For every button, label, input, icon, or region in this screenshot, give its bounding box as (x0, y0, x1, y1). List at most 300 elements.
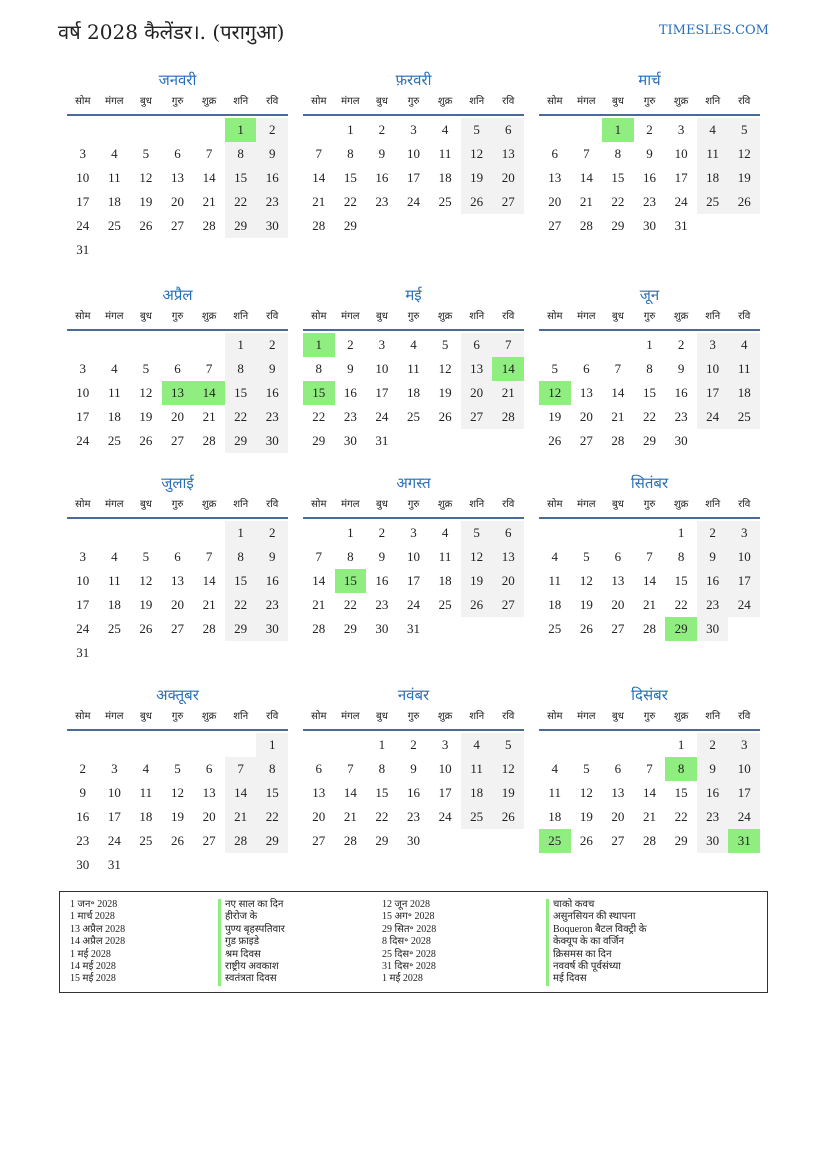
day-cell[interactable]: 22 (225, 190, 257, 214)
day-cell[interactable]: 27 (492, 190, 524, 214)
day-cell[interactable]: 30 (343, 433, 357, 448)
day-cell[interactable]: 7 (205, 361, 213, 376)
day-cell[interactable]: 8 (614, 146, 622, 161)
day-cell[interactable]: 15 (256, 781, 288, 805)
day-cell[interactable]: 22 (225, 405, 257, 429)
day-cell[interactable]: 5 (583, 549, 590, 564)
day-cell[interactable]: 11 (697, 142, 729, 166)
day-cell[interactable]: 6 (174, 361, 181, 376)
day-cell[interactable]: 8 (378, 761, 386, 776)
day-cell[interactable]: 27 (611, 833, 625, 848)
day-cell[interactable]: 20 (170, 597, 184, 612)
day-cell[interactable]: 9 (378, 549, 386, 564)
day-cell[interactable]: 28 (202, 218, 216, 233)
day-cell[interactable]: 30 (406, 833, 420, 848)
holiday-day-cell[interactable]: 25 (539, 829, 571, 853)
day-cell[interactable]: 15 (674, 785, 688, 800)
day-cell[interactable]: 13 (170, 170, 184, 185)
day-cell[interactable]: 14 (312, 170, 326, 185)
day-cell[interactable]: 12 (492, 757, 524, 781)
day-cell[interactable]: 31 (76, 645, 90, 660)
day-cell[interactable]: 26 (438, 409, 452, 424)
day-cell[interactable]: 17 (406, 170, 420, 185)
day-cell[interactable]: 23 (642, 194, 656, 209)
day-cell[interactable]: 18 (107, 597, 121, 612)
day-cell[interactable]: 9 (697, 757, 729, 781)
day-cell[interactable]: 21 (642, 809, 656, 824)
day-cell[interactable]: 18 (461, 781, 493, 805)
day-cell[interactable]: 12 (139, 385, 153, 400)
day-cell[interactable]: 3 (79, 549, 87, 564)
day-cell[interactable]: 17 (697, 381, 729, 405)
day-cell[interactable]: 31 (674, 218, 688, 233)
day-cell[interactable]: 12 (170, 785, 184, 800)
day-cell[interactable]: 2 (256, 333, 288, 357)
day-cell[interactable]: 27 (461, 405, 493, 429)
day-cell[interactable]: 2 (378, 525, 386, 540)
day-cell[interactable]: 6 (174, 549, 181, 564)
day-cell[interactable]: 9 (410, 761, 417, 776)
day-cell[interactable]: 4 (410, 337, 417, 352)
day-cell[interactable]: 20 (461, 381, 493, 405)
day-cell[interactable]: 2 (677, 337, 685, 352)
day-cell[interactable]: 16 (642, 170, 656, 185)
day-cell[interactable]: 4 (697, 118, 729, 142)
day-cell[interactable]: 9 (697, 545, 729, 569)
day-cell[interactable]: 13 (611, 785, 625, 800)
day-cell[interactable]: 28 (202, 433, 216, 448)
day-cell[interactable]: 13 (611, 573, 625, 588)
day-cell[interactable]: 25 (438, 597, 452, 612)
day-cell[interactable]: 26 (139, 218, 153, 233)
day-cell[interactable]: 20 (611, 597, 625, 612)
day-cell[interactable]: 27 (202, 833, 216, 848)
day-cell[interactable]: 25 (107, 218, 121, 233)
day-cell[interactable]: 20 (170, 194, 184, 209)
day-cell[interactable]: 19 (438, 385, 452, 400)
holiday-day-cell[interactable]: 8 (665, 757, 697, 781)
day-cell[interactable]: 10 (107, 785, 121, 800)
day-cell[interactable]: 8 (347, 549, 354, 564)
day-cell[interactable]: 8 (256, 757, 288, 781)
day-cell[interactable]: 11 (407, 361, 420, 376)
day-cell[interactable]: 14 (642, 573, 656, 588)
day-cell[interactable]: 12 (461, 142, 493, 166)
day-cell[interactable]: 19 (548, 409, 562, 424)
day-cell[interactable]: 30 (256, 429, 288, 453)
holiday-day-cell[interactable]: 1 (225, 118, 257, 142)
day-cell[interactable]: 5 (728, 118, 760, 142)
day-cell[interactable]: 5 (461, 118, 493, 142)
day-cell[interactable]: 15 (225, 569, 257, 593)
day-cell[interactable]: 28 (312, 218, 326, 233)
day-cell[interactable]: 9 (79, 785, 87, 800)
day-cell[interactable]: 5 (583, 761, 590, 776)
day-cell[interactable]: 22 (312, 409, 326, 424)
day-cell[interactable]: 21 (611, 409, 625, 424)
day-cell[interactable]: 25 (548, 621, 562, 636)
day-cell[interactable]: 3 (441, 737, 449, 752)
day-cell[interactable]: 22 (256, 805, 288, 829)
holiday-day-cell[interactable]: 1 (303, 333, 335, 357)
day-cell[interactable]: 28 (642, 621, 656, 636)
day-cell[interactable]: 19 (170, 809, 184, 824)
day-cell[interactable]: 26 (548, 433, 562, 448)
day-cell[interactable]: 3 (728, 733, 760, 757)
day-cell[interactable]: 21 (202, 409, 216, 424)
day-cell[interactable]: 26 (461, 190, 493, 214)
day-cell[interactable]: 1 (225, 333, 257, 357)
day-cell[interactable]: 2 (347, 337, 354, 352)
day-cell[interactable]: 12 (579, 785, 593, 800)
day-cell[interactable]: 25 (107, 433, 121, 448)
day-cell[interactable]: 17 (438, 785, 452, 800)
day-cell[interactable]: 15 (343, 170, 357, 185)
day-cell[interactable]: 11 (438, 549, 452, 564)
day-cell[interactable]: 7 (492, 333, 524, 357)
day-cell[interactable]: 1 (378, 737, 386, 752)
day-cell[interactable]: 19 (461, 166, 493, 190)
day-cell[interactable]: 3 (79, 361, 87, 376)
day-cell[interactable]: 20 (492, 166, 524, 190)
day-cell[interactable]: 19 (139, 597, 153, 612)
day-cell[interactable]: 7 (205, 146, 213, 161)
day-cell[interactable]: 15 (225, 166, 257, 190)
day-cell[interactable]: 25 (438, 194, 452, 209)
day-cell[interactable]: 17 (107, 809, 121, 824)
day-cell[interactable]: 16 (406, 785, 420, 800)
day-cell[interactable]: 23 (76, 833, 90, 848)
day-cell[interactable]: 28 (202, 621, 216, 636)
day-cell[interactable]: 30 (697, 829, 729, 853)
day-cell[interactable]: 22 (343, 194, 357, 209)
day-cell[interactable]: 9 (256, 357, 288, 381)
day-cell[interactable]: 27 (170, 621, 184, 636)
day-cell[interactable]: 9 (256, 142, 288, 166)
day-cell[interactable]: 18 (139, 809, 153, 824)
day-cell[interactable]: 6 (315, 761, 323, 776)
day-cell[interactable]: 7 (347, 761, 354, 776)
day-cell[interactable]: 8 (225, 142, 257, 166)
day-cell[interactable]: 14 (343, 785, 357, 800)
holiday-day-cell[interactable]: 14 (193, 381, 225, 405)
day-cell[interactable]: 28 (579, 218, 593, 233)
day-cell[interactable]: 18 (107, 409, 121, 424)
day-cell[interactable]: 2 (79, 761, 87, 776)
day-cell[interactable]: 18 (548, 597, 562, 612)
day-cell[interactable]: 4 (111, 146, 118, 161)
day-cell[interactable]: 6 (174, 146, 181, 161)
day-cell[interactable]: 4 (728, 333, 760, 357)
day-cell[interactable]: 12 (438, 361, 452, 376)
day-cell[interactable]: 28 (642, 833, 656, 848)
day-cell[interactable]: 19 (579, 597, 593, 612)
day-cell[interactable]: 10 (728, 757, 760, 781)
day-cell[interactable]: 27 (611, 621, 625, 636)
day-cell[interactable]: 26 (492, 805, 524, 829)
day-cell[interactable]: 24 (728, 805, 760, 829)
day-cell[interactable]: 7 (646, 761, 653, 776)
day-cell[interactable]: 20 (312, 809, 326, 824)
day-cell[interactable]: 29 (256, 829, 288, 853)
day-cell[interactable]: 23 (343, 409, 357, 424)
day-cell[interactable]: 4 (461, 733, 493, 757)
day-cell[interactable]: 21 (343, 809, 357, 824)
day-cell[interactable]: 27 (170, 433, 184, 448)
day-cell[interactable]: 24 (76, 433, 90, 448)
day-cell[interactable]: 4 (441, 525, 449, 540)
day-cell[interactable]: 22 (375, 809, 389, 824)
day-cell[interactable]: 30 (697, 617, 729, 641)
day-cell[interactable]: 15 (225, 381, 257, 405)
day-cell[interactable]: 8 (225, 357, 257, 381)
day-cell[interactable]: 17 (76, 194, 90, 209)
day-cell[interactable]: 26 (170, 833, 184, 848)
day-cell[interactable]: 3 (410, 122, 417, 137)
day-cell[interactable]: 7 (583, 146, 590, 161)
day-cell[interactable]: 15 (611, 170, 625, 185)
day-cell[interactable]: 29 (225, 429, 257, 453)
day-cell[interactable]: 9 (646, 146, 653, 161)
day-cell[interactable]: 22 (343, 597, 357, 612)
day-cell[interactable]: 4 (111, 361, 118, 376)
day-cell[interactable]: 11 (108, 573, 121, 588)
day-cell[interactable]: 13 (579, 385, 593, 400)
day-cell[interactable]: 23 (674, 409, 688, 424)
day-cell[interactable]: 28 (343, 833, 357, 848)
day-cell[interactable]: 21 (642, 597, 656, 612)
day-cell[interactable]: 8 (225, 545, 257, 569)
day-cell[interactable]: 15 (642, 385, 656, 400)
day-cell[interactable]: 18 (728, 381, 760, 405)
day-cell[interactable]: 11 (108, 170, 121, 185)
day-cell[interactable]: 14 (579, 170, 593, 185)
day-cell[interactable]: 26 (139, 621, 153, 636)
day-cell[interactable]: 13 (548, 170, 562, 185)
day-cell[interactable]: 13 (461, 357, 493, 381)
day-cell[interactable]: 24 (697, 405, 729, 429)
day-cell[interactable]: 31 (406, 621, 420, 636)
day-cell[interactable]: 12 (139, 170, 153, 185)
day-cell[interactable]: 6 (583, 361, 590, 376)
day-cell[interactable]: 25 (406, 409, 420, 424)
day-cell[interactable]: 12 (461, 545, 493, 569)
day-cell[interactable]: 18 (697, 166, 729, 190)
day-cell[interactable]: 3 (677, 122, 685, 137)
day-cell[interactable]: 4 (551, 761, 559, 776)
day-cell[interactable]: 10 (76, 385, 90, 400)
holiday-day-cell[interactable]: 31 (728, 829, 760, 853)
day-cell[interactable]: 27 (312, 833, 326, 848)
day-cell[interactable]: 25 (461, 805, 493, 829)
day-cell[interactable]: 13 (202, 785, 216, 800)
day-cell[interactable]: 2 (256, 118, 288, 142)
day-cell[interactable]: 5 (551, 361, 559, 376)
day-cell[interactable]: 18 (438, 573, 452, 588)
holiday-day-cell[interactable]: 15 (335, 569, 367, 593)
day-cell[interactable]: 9 (347, 361, 354, 376)
day-cell[interactable]: 1 (677, 525, 685, 540)
day-cell[interactable]: 10 (76, 573, 90, 588)
day-cell[interactable]: 22 (674, 809, 688, 824)
day-cell[interactable]: 26 (579, 621, 593, 636)
day-cell[interactable]: 17 (728, 569, 760, 593)
day-cell[interactable]: 1 (225, 521, 257, 545)
day-cell[interactable]: 27 (579, 433, 593, 448)
day-cell[interactable]: 31 (375, 433, 389, 448)
day-cell[interactable]: 20 (579, 409, 593, 424)
day-cell[interactable]: 21 (225, 805, 257, 829)
day-cell[interactable]: 7 (205, 549, 213, 564)
brand-link[interactable]: TIMESLES.COM (658, 23, 769, 38)
day-cell[interactable]: 19 (461, 569, 493, 593)
day-cell[interactable]: 20 (611, 809, 625, 824)
day-cell[interactable]: 5 (142, 361, 150, 376)
day-cell[interactable]: 4 (441, 122, 449, 137)
day-cell[interactable]: 30 (256, 617, 288, 641)
day-cell[interactable]: 26 (461, 593, 493, 617)
day-cell[interactable]: 11 (139, 785, 153, 800)
day-cell[interactable]: 2 (256, 521, 288, 545)
day-cell[interactable]: 4 (142, 761, 150, 776)
day-cell[interactable]: 22 (611, 194, 625, 209)
day-cell[interactable]: 17 (674, 170, 688, 185)
day-cell[interactable]: 13 (170, 573, 184, 588)
day-cell[interactable]: 19 (728, 166, 760, 190)
day-cell[interactable]: 26 (728, 190, 760, 214)
day-cell[interactable]: 6 (492, 521, 524, 545)
day-cell[interactable]: 1 (347, 525, 354, 540)
day-cell[interactable]: 23 (697, 593, 729, 617)
day-cell[interactable]: 14 (642, 785, 656, 800)
day-cell[interactable]: 21 (312, 194, 326, 209)
day-cell[interactable]: 10 (438, 761, 452, 776)
day-cell[interactable]: 5 (461, 521, 493, 545)
day-cell[interactable]: 20 (548, 194, 562, 209)
day-cell[interactable]: 18 (406, 385, 420, 400)
day-cell[interactable]: 30 (76, 857, 90, 872)
day-cell[interactable]: 27 (492, 593, 524, 617)
day-cell[interactable]: 18 (107, 194, 121, 209)
day-cell[interactable]: 24 (76, 621, 90, 636)
day-cell[interactable]: 2 (697, 521, 729, 545)
day-cell[interactable]: 16 (697, 569, 729, 593)
day-cell[interactable]: 2 (646, 122, 653, 137)
day-cell[interactable]: 7 (315, 549, 323, 564)
day-cell[interactable]: 13 (492, 545, 524, 569)
day-cell[interactable]: 24 (438, 809, 452, 824)
day-cell[interactable]: 22 (225, 593, 257, 617)
day-cell[interactable]: 16 (343, 385, 357, 400)
day-cell[interactable]: 14 (202, 170, 216, 185)
day-cell[interactable]: 27 (170, 218, 184, 233)
day-cell[interactable]: 25 (728, 405, 760, 429)
day-cell[interactable]: 7 (225, 757, 257, 781)
day-cell[interactable]: 10 (674, 146, 688, 161)
day-cell[interactable]: 25 (697, 190, 729, 214)
day-cell[interactable]: 21 (202, 597, 216, 612)
day-cell[interactable]: 23 (256, 190, 288, 214)
day-cell[interactable]: 3 (378, 337, 386, 352)
day-cell[interactable]: 25 (107, 621, 121, 636)
day-cell[interactable]: 3 (728, 521, 760, 545)
day-cell[interactable]: 21 (579, 194, 593, 209)
day-cell[interactable]: 10 (697, 357, 729, 381)
day-cell[interactable]: 12 (139, 573, 153, 588)
day-cell[interactable]: 31 (76, 242, 90, 257)
day-cell[interactable]: 24 (107, 833, 121, 848)
day-cell[interactable]: 19 (492, 781, 524, 805)
day-cell[interactable]: 30 (642, 218, 656, 233)
day-cell[interactable]: 11 (548, 573, 562, 588)
day-cell[interactable]: 2 (697, 733, 729, 757)
holiday-day-cell[interactable]: 14 (492, 357, 524, 381)
day-cell[interactable]: 16 (76, 809, 90, 824)
day-cell[interactable]: 27 (548, 218, 562, 233)
day-cell[interactable]: 2 (378, 122, 386, 137)
day-cell[interactable]: 17 (76, 409, 90, 424)
day-cell[interactable]: 16 (375, 573, 389, 588)
day-cell[interactable]: 1 (646, 337, 653, 352)
day-cell[interactable]: 11 (548, 785, 562, 800)
day-cell[interactable]: 13 (492, 142, 524, 166)
day-cell[interactable]: 28 (611, 433, 625, 448)
day-cell[interactable]: 17 (76, 597, 90, 612)
day-cell[interactable]: 28 (312, 621, 326, 636)
day-cell[interactable]: 20 (202, 809, 216, 824)
day-cell[interactable]: 29 (225, 617, 257, 641)
day-cell[interactable]: 14 (611, 385, 625, 400)
day-cell[interactable]: 16 (674, 385, 688, 400)
day-cell[interactable]: 7 (614, 361, 622, 376)
day-cell[interactable]: 30 (375, 621, 389, 636)
day-cell[interactable]: 5 (142, 146, 150, 161)
day-cell[interactable]: 15 (674, 573, 688, 588)
day-cell[interactable]: 16 (256, 166, 288, 190)
day-cell[interactable]: 17 (375, 385, 389, 400)
day-cell[interactable]: 24 (375, 409, 389, 424)
day-cell[interactable]: 23 (256, 405, 288, 429)
day-cell[interactable]: 8 (347, 146, 354, 161)
day-cell[interactable]: 29 (312, 433, 326, 448)
day-cell[interactable]: 23 (375, 597, 389, 612)
day-cell[interactable]: 28 (225, 829, 257, 853)
day-cell[interactable]: 5 (174, 761, 181, 776)
day-cell[interactable]: 3 (111, 761, 118, 776)
day-cell[interactable]: 21 (202, 194, 216, 209)
day-cell[interactable]: 18 (438, 170, 452, 185)
day-cell[interactable]: 16 (697, 781, 729, 805)
day-cell[interactable]: 6 (614, 549, 622, 564)
day-cell[interactable]: 5 (441, 337, 449, 352)
day-cell[interactable]: 4 (111, 549, 118, 564)
day-cell[interactable]: 10 (375, 361, 389, 376)
day-cell[interactable]: 20 (170, 409, 184, 424)
day-cell[interactable]: 9 (256, 545, 288, 569)
day-cell[interactable]: 29 (375, 833, 389, 848)
day-cell[interactable]: 8 (646, 361, 653, 376)
holiday-day-cell[interactable]: 13 (162, 381, 194, 405)
day-cell[interactable]: 6 (461, 333, 493, 357)
day-cell[interactable]: 7 (646, 549, 653, 564)
day-cell[interactable]: 7 (315, 146, 323, 161)
day-cell[interactable]: 24 (406, 194, 420, 209)
day-cell[interactable]: 6 (205, 761, 213, 776)
day-cell[interactable]: 11 (438, 146, 452, 161)
day-cell[interactable]: 14 (202, 573, 216, 588)
day-cell[interactable]: 14 (225, 781, 257, 805)
day-cell[interactable]: 19 (139, 194, 153, 209)
